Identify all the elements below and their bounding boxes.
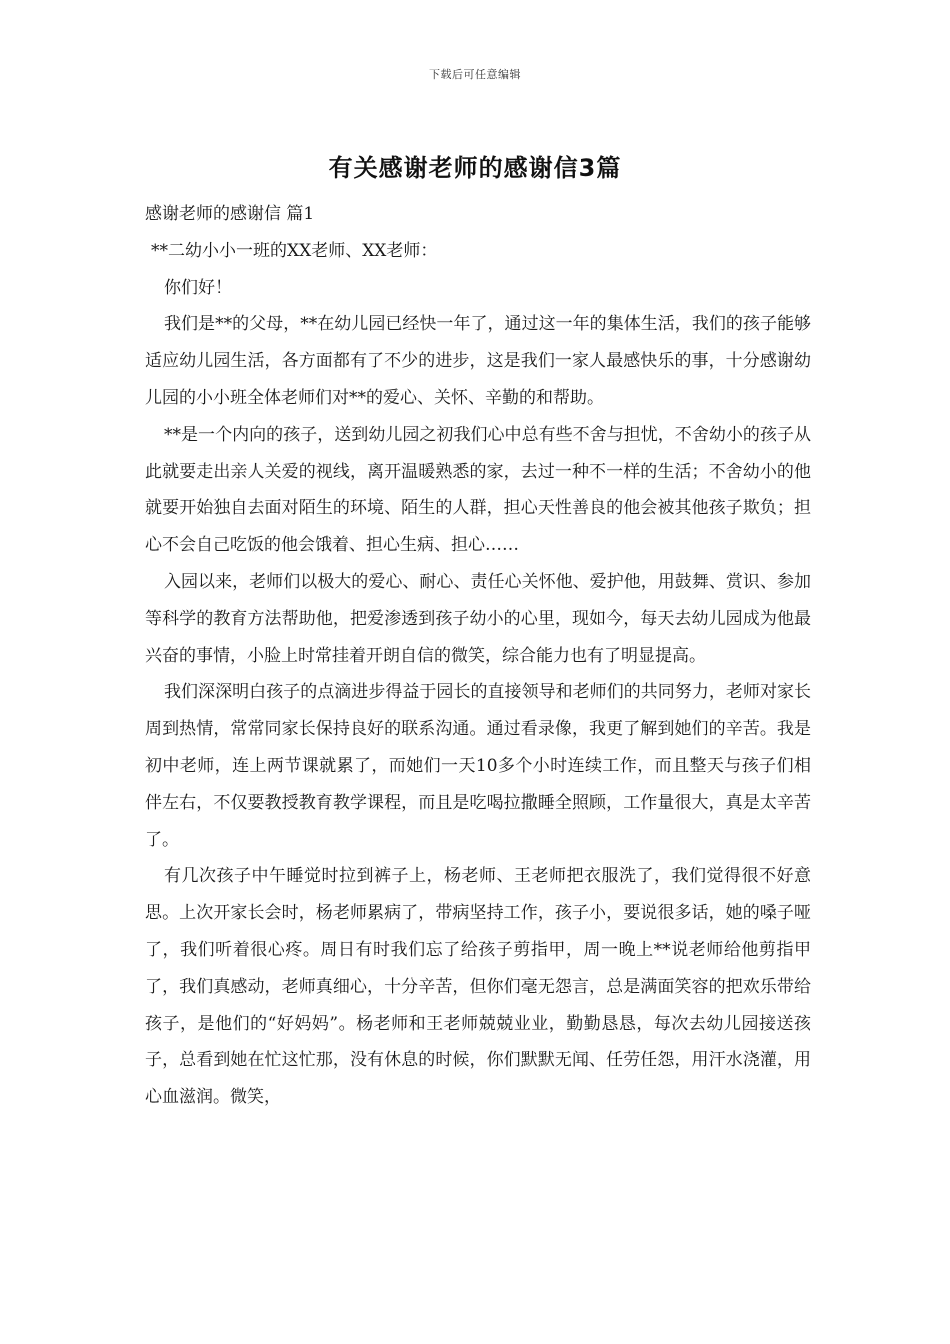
salutation: **二幼小小一班的XX老师、XX老师： [151,240,438,261]
greeting: 你们好！ [164,277,232,298]
paragraph: 我们是**的父母，**在幼儿园已经快一年了，通过这一年的集体生活，我们的孩子能够适应幼儿园生活，各方面都有了不少的进步，这是我们一家人最感快乐的事，十分感谢幼儿园的小小班全体老师们对**的爱心、关怀、辛勤的和帮助。 [145,314,811,408]
paragraph: 入园以来，老师们以极大的爱心、耐心、责任心关怀他、爱护他，用鼓舞、赏识、参加等科学的教育方法帮助他，把爱渗透到孩子幼小的心里，现如今，每天去幼儿园成为他最兴奋的事情，小脸上时常挂着开朗自信的微笑，综合能力也有了明显提高。 [145,571,811,666]
document-title: 有关感谢老师的感谢信3篇 [328,154,622,182]
paragraph: 我们深深明白孩子的点滴进步得益于园长的直接领导和老师们的共同努力，老师对家长周到热情，常常同家长保持良好的联系沟通。通过看录像，我更了解到她们的辛苦。我是初中老师，连上两节课就累了，而她们一天10多个小时连续工作，而且整天与孩子们相伴左右，不仅要教授教育教学课程，而且是吃喝拉撒睡全照顾，工作量很大，真是太辛苦了。 [145,682,811,850]
document-body [145,196,811,1116]
section-heading: 感谢老师的感谢信 篇1 [145,204,315,224]
paragraph: 有几次孩子中午睡觉时拉到裤子上，杨老师、王老师把衣服洗了，我们觉得很不好意思。上次开家长会时，杨老师累病了，带病坚持工作，孩子小，要说很多话，她的嗓子哑了，我们听着很心疼。周日有时我们忘了给孩子剪指甲，周一晚上**说老师给他剪指甲了，我们真感动，老师真细心，十分辛苦，但你们毫无怨言，总是满面笑容的把欢乐带给孩子，是他们的“好妈妈”。杨老师和王老师兢兢业业，勤勤恳恳，每次去幼儿园接送孩子，总看到她在忙这忙那，没有休息的时候，你们默默无闻、任劳任怨，用汗水浇灌，用心血滋润。微笑， [145,866,811,1108]
header-note: 下载后可任意编辑 [429,68,521,81]
paragraph: **是一个内向的孩子，送到幼儿园之初我们心中总有些不舍与担忧，不舍幼小的孩子从此就要走出亲人关爱的视线，离开温暖熟悉的家，去过一种不一样的生活；不舍幼小的他就要开始独自去面对陌生的环境、陌生的人群，担心天性善良的他会被其他孩子欺负；担心不会自己吃饭的他会饿着、担心生病、担心…… [145,424,811,556]
